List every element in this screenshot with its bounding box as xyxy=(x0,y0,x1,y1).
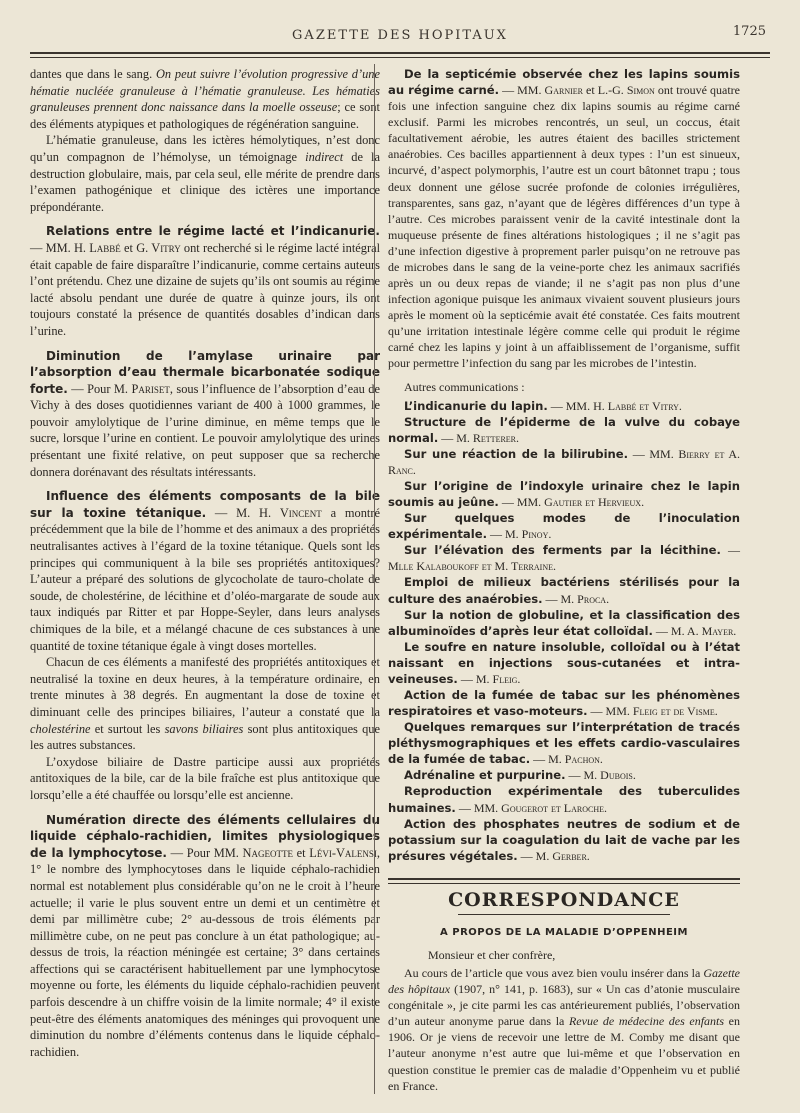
section-bile: Influence des éléments composants de la bile sur la toxine tétanique. — M. H. Vincent a montré précédemment que la bile de l’homme et des animaux a des propriétés neutralisantes actives à l’égard de la toxine tétanique. Quels sont les principes qui communiquent à la bile ses propriétés antitoxiques? L’auteur a préparé des solutions de glycocholate de tauro-cholate de soude, de cholestérine, de lécithine et d’oléo-margarate de soude aux taux indiqués par Ritter et par Hoppe-Seyler, dans leurs analyses chimiques de la bile, et a mélangé chacune de ces substances à une quantité de toxine tétanique égale à vingt doses mortelles. xyxy=(30,489,380,653)
page-number: 1725 xyxy=(732,24,766,39)
correspondance-title: CORRESPONDANCE xyxy=(448,888,680,911)
correspondance-rule-thin xyxy=(388,883,740,884)
communication-title: Quelques remarques sur l’interprétation de tracés pléthysmographiques et les effets cardio-vasculaires de la fumée de tabac. xyxy=(388,720,740,767)
correspondance-subtitle: A PROPOS DE LA MALADIE D’OPPENHEIM xyxy=(440,926,688,938)
communication-authors: — M. Proca. xyxy=(542,591,610,606)
section-title: Influence des éléments composants de la bile sur la toxine tétanique. xyxy=(30,489,380,520)
communication-title: Reproduction expérimentale des tuberculides humaines. xyxy=(388,784,740,815)
section-numeration: Numération directe des éléments cellulaires du liquide céphalo-rachidien, limites physiologiques de la lymphocytose. — Pour MM. Nageotte et Lévi-Valensi, 1° le nombre des lymphocytoses dans le liquide céphalo-rachidien normal est notablement plus considérable qu’on ne le croit à l’heure actuelle; il varie le plus souvent entre un demi et un centimètre et demi par millimètre cube; 2° au-dessous de trois éléments par millimètre cube, on ne peut pas conclure à un état pathologique; au-dessus de trois, la réaction méningée est certaine; 3° dans certaines affections qui se caractérisent habituellement par une lymphocytose moyenne ou forte, les éléments du liquide céphalo-rachidien peuvent parfois descendre à un chiffre voisin de la limite normale; 4° il existe peut-être des éléments anatomiques des méninges qui provoquent une diminution du nombre d’éléments contenus dans le liquide céphalo-rachidien. xyxy=(30,812,380,1059)
header-rule-thin xyxy=(30,57,770,58)
paragraph: Chacun de ces éléments a manifesté des propriétés antitoxiques et neutralisé la toxine en deux heures, à la température ordinaire, en trente minutes à 38 degrés. En augmentant la dose de toxine et diminuant celle des principes biliaires, l’auteur a constaté que la cholestérine et surtout les savons biliaires sont plus antitoxiques que les autres substances. xyxy=(30,655,380,753)
communication-item xyxy=(388,639,740,687)
communication-title: Action des phosphates neutres de sodium et de potassium sur la coagulation du lait de vache par les présures végétales. xyxy=(388,816,740,863)
communication-item xyxy=(388,767,740,783)
communication-item xyxy=(388,687,740,719)
section-title: De la septicémie observée chez les lapins soumis au régime carné. xyxy=(388,67,740,98)
communications-intro: Autres communications : xyxy=(404,380,525,395)
paragraph: L’hématie granuleuse, dans les ictères hémolytiques, n’est donc qu’un compagnon de l’hémolyse, un témoignage indirect de la destruction globulaire, mais, par cela seul, elle mérite de prendre dans l’examen pathogénique et clinique des ictères une importance prépondérante. xyxy=(30,133,380,214)
communication-authors: — MM. Gougerot et Laroche. xyxy=(455,800,608,815)
communication-authors: — Mlle Kalaboukoff et M. Terraine. xyxy=(388,543,740,574)
communication-item xyxy=(388,783,740,815)
communication-item xyxy=(388,510,740,542)
communication-title: Sur l’élévation des ferments par la lécithine. xyxy=(404,543,721,558)
section-title: Diminution de l’amylase urinaire par l’absorption d’eau thermale bicarbonatée sodique forte. xyxy=(30,348,380,396)
communication-authors: — MM. Bierry et A. Ranc. xyxy=(388,446,740,477)
communication-title: Sur la notion de globuline, et la classification des albuminoïdes d’après leur état colloïdal. xyxy=(388,607,740,638)
header-rule xyxy=(30,52,770,54)
communication-authors: — M. A. Mayer. xyxy=(652,623,737,638)
communication-item xyxy=(388,542,740,574)
communication-authors: — M. Pachon. xyxy=(530,752,603,767)
letter-salutation: Monsieur et cher confrère, xyxy=(428,947,556,962)
column-divider xyxy=(374,64,375,1094)
communication-authors: — M. Retterer. xyxy=(438,430,520,445)
letter-body: Au cours de l’article que vous avez bien voulu insérer dans la Gazette des hôpitaux (1907, n° 141, p. 1683), sur « Un cas d’atonie musculaire congénitale », je cite parmi les cas antérieurement publiés, l’observation d’un auteur anonyme parue dans la Revue de médecine des enfants en 1906. Or je viens de recevoir une lettre de M. Comby me disant que l’auteur anonyme n’est autre que lui-même et que l’observation en question constitue le premier cas de maladie d’Oppenheim vu et publié en France. xyxy=(388,966,740,1093)
communication-authors: — MM. Gautier et Hervieux. xyxy=(498,495,645,510)
communication-item xyxy=(388,719,740,767)
communication-authors: — M. Pinoy. xyxy=(487,527,552,542)
communication-item xyxy=(388,414,740,446)
section-amylase: Diminution de l’amylase urinaire par l’absorption d’eau thermale bicarbonatée sodique forte. — Pour M. Pariset, sous l’influence de l’absorption d’eau de Vichy à des doses quotidiennes variant de 400 à 1000 grammes, le pouvoir amylolytique de l’urine diminue, en même temps que le sucre, lorsque l’urine en contient. Le pouvoir amylolytique des urines présentant une fixité relative, on peut supposer que sa recherche donnera dorénavant des résultats intéressants. xyxy=(30,348,380,479)
communication-title: Sur l’origine de l’indoxyle urinaire chez le lapin soumis au jeûne. xyxy=(388,478,740,510)
communication-title: Structure de l’épiderme de la vulve du cobaye normal. xyxy=(388,414,740,445)
communication-authors: — MM. Fleig et de Visme. xyxy=(587,704,718,719)
communication-item xyxy=(388,398,740,414)
paragraph: dantes que dans le sang. On peut suivre l’évolution progressive d’une hématie nucléée granuleuse à l’hématie granuleuse. Les hématies granuleuses prennent donc naissance dans la moelle osseuse; ce sont des éléments atypiques et pathologiques de régénération sanguine. xyxy=(30,67,380,131)
page-header xyxy=(30,22,770,62)
communication-title: Emploi de milieux bactériens stérilisés pour la culture des anaérobies. xyxy=(388,575,740,606)
section-septicemie: De la septicémie observée chez les lapins soumis au régime carné. — MM. Garnier et L.-G. Simon ont trouvé quatre fois une infection sanguine chez dix lapins soumis au régime carné exclusif. Parmi les microbes rencontrés, un seul, un coccus, était facultativement aérobie, les autres étaient des bacilles strictement anaérobies. Ces bacilles appartiennent à deux types : l’un est sinueux, incurvé, d’aspect polymorphis, l’autre est un court bâtonnet trapu ; tous deux donnent une gélose sucrée profonde de colonies irrégulières, transparentes, sans gaz, n’ayant que de légères différences d’un type à l’autre. Ces microbes paraissent venir de la cavité intestinale dont la muqueuse présente de fines altérations histologiques ; il ne s’agit pas d’une infection digestive à proprement parler puisqu’on ne retrouve pas de microbes dans le sang de la veine-porte chez les animaux sacrifiés après un ou deux repas de viande; il ne s’agit pas non plus d’une infection agonique puisque les animaux vivaient souvent plusieurs jours après le moment où la septicémie avait été constatée. Ces faits moutrent qu’une irritation intestinale légère comme celle qui produit le régime carné chez les lapins y joint à un affaiblissement de l’organisme, suffit pour permettre l’infection du sang par les microbes de l’intestin. xyxy=(388,67,740,371)
communication-authors: — M. Fleig. xyxy=(457,671,521,686)
communication-title: Sur une réaction de la bilirubine. xyxy=(404,446,629,461)
right-column xyxy=(388,66,740,1094)
communication-authors: — M. Gerber. xyxy=(517,848,590,863)
communication-authors: — MM. H. Labbé et Vitry. xyxy=(547,398,682,413)
paragraph: L’oxydose biliaire de Dastre participe aussi aux propriétés antitoxiques de la bile, car de la bile fraîche est plus antitoxique que lorsqu’elle a été chauffée ou lorsqu’elle est ancienne. xyxy=(30,754,380,802)
communication-title: Adrénaline et purpurine. xyxy=(404,768,566,783)
section-title: Relations entre le régime lacté et l’indicanurie. xyxy=(46,224,380,239)
communication-item xyxy=(388,607,740,639)
communications-list xyxy=(388,398,740,864)
communication-item xyxy=(388,574,740,606)
section-relations: Relations entre le régime lacté et l’indicanurie. — MM. H. Labbé et G. Vitry ont recherché si le régime lacté intégral était capable de faire disparaître l’indicanurie, comme certains auteurs l’ont prétendu. Chez une dizaine de sujets qu’ils ont soumis au régime lacté absolu pendant une durée de quatre à quinze jours, ils ont toujours constaté la présence de quantités dosables d’indican dans l’urine. xyxy=(30,224,381,338)
journal-title: GAZETTE DES HOPITAUX xyxy=(292,28,508,43)
communication-item xyxy=(388,816,740,864)
communication-authors: — M. Dubois. xyxy=(565,768,636,783)
communication-title: L’indicanurie du lapin. xyxy=(404,398,548,413)
correspondance-underline xyxy=(458,914,669,915)
section-title: Numération directe des éléments cellulaires du liquide céphalo-rachidien, limites physiologiques de la lymphocytose. xyxy=(30,812,380,860)
communication-title: Sur quelques modes de l’inoculation expérimentale. xyxy=(388,511,740,542)
correspondance-rule xyxy=(388,878,740,880)
communication-item xyxy=(388,478,740,510)
communication-title: Le soufre en nature insoluble, colloïdal ou à l’état naissant en injections sous-cutanées et intra-veineuses. xyxy=(388,639,740,686)
communication-title: Action de la fumée de tabac sur les phénomènes respiratoires et vaso-moteurs. xyxy=(388,687,740,719)
left-column xyxy=(30,66,380,1060)
communication-item xyxy=(388,446,740,478)
